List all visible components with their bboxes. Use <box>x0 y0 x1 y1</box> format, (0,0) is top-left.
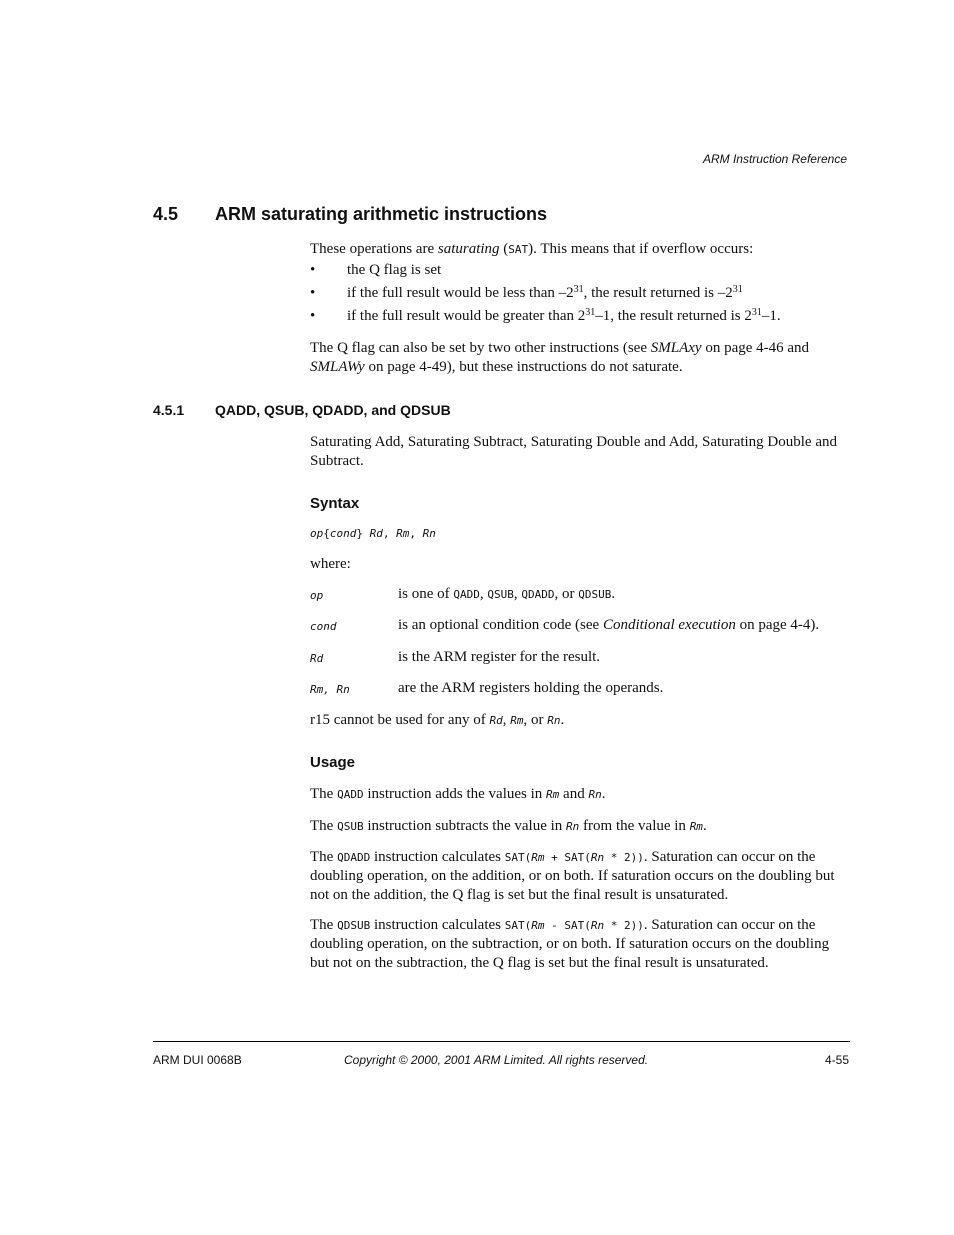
text-run: , the result returned is –2 <box>583 285 733 301</box>
superscript: 31 <box>585 307 596 318</box>
code-rn: Rn <box>588 788 602 801</box>
text-run: from the value in <box>579 818 690 834</box>
usage-qdadd <box>310 848 850 905</box>
xref-smlaxy: SMLAxy <box>650 340 702 356</box>
bullet-marker: • <box>310 285 316 301</box>
code-qadd: QADD <box>453 588 480 601</box>
emphasis-saturating: saturating <box>437 241 500 257</box>
code-punct: { <box>323 527 330 540</box>
text-run: The <box>310 818 338 834</box>
text-run: , or <box>523 712 548 728</box>
code-punct: , <box>409 527 423 540</box>
text-run: on page 4-46 and <box>701 340 810 356</box>
usage-qadd <box>310 785 850 804</box>
code-qdsub: QDSUB <box>578 588 612 601</box>
text-run: , <box>479 586 488 602</box>
code-qadd: QADD <box>337 788 364 801</box>
r15-note <box>310 711 850 730</box>
xref-conditional-execution: Conditional execution <box>602 617 736 633</box>
code-sat: SAT( <box>504 919 532 932</box>
text-run: The <box>310 917 338 933</box>
text-run: . <box>601 786 606 802</box>
term-label: Rd <box>310 652 324 665</box>
syntax-line <box>310 527 436 540</box>
term-cond <box>310 620 337 633</box>
text-run: instruction adds the values in <box>363 786 547 802</box>
text-run: if the full result would be greater than 2 <box>347 308 586 324</box>
text-run: ). This means that if overflow occurs: <box>528 241 754 257</box>
bullet-item-less-than <box>347 285 847 302</box>
footer-rule <box>153 1041 850 1042</box>
code-rd: Rd <box>489 714 503 727</box>
code-rn: Rn <box>547 714 561 727</box>
term-label: op <box>310 589 324 602</box>
bullet-item-q-flag: the Q flag is set <box>347 262 442 278</box>
footer-doc-id: ARM DUI 0068B <box>153 1053 242 1067</box>
usage-qsub <box>310 817 850 836</box>
usage-heading: Usage <box>310 754 356 771</box>
code-qdadd: QDADD <box>521 588 555 601</box>
code-expr: * 2)) <box>604 919 644 932</box>
text-run: , <box>502 712 511 728</box>
text-run: The <box>310 786 338 802</box>
code-qsub: QSUB <box>487 588 514 601</box>
text-run: r15 cannot be used for any of <box>310 712 490 728</box>
code-op: op <box>310 527 324 540</box>
code-qdadd: QDADD <box>337 851 371 864</box>
text-run: and <box>559 786 589 802</box>
code-expr: * 2)) <box>604 851 644 864</box>
term-rm-rn <box>310 683 350 696</box>
section-title: ARM saturating arithmetic instructions <box>215 204 548 224</box>
text-run: instruction calculates <box>370 917 505 933</box>
text-run: on page 4-4). <box>735 617 820 633</box>
text-run: These operations are <box>310 241 438 257</box>
text-run: . Saturation can occur on the doubling operation, on the addition, or on both. If saturation occurs on the doubling but not on the addition, the Q flag is set but the final result is unsaturated. <box>310 849 835 903</box>
term-rd <box>310 652 323 665</box>
text-run: , <box>513 586 522 602</box>
text-run: . <box>560 712 565 728</box>
xref-smlawy: SMLAWy <box>310 359 365 375</box>
definition-rm-rn: are the ARM registers holding the operands. <box>398 680 664 696</box>
text-run: –1, the result returned is 2 <box>595 308 752 324</box>
footer-page-number: 4-55 <box>824 1053 849 1067</box>
text-run: on page 4-49), but these instructions do not saturate. <box>364 359 683 375</box>
code-punct: } <box>356 527 363 540</box>
code-sat: - SAT( <box>544 919 591 932</box>
text-run: is an optional condition code (see <box>398 617 603 633</box>
term-label: cond <box>310 620 337 633</box>
superscript: 31 <box>751 307 762 318</box>
code-rn: Rn <box>566 820 580 833</box>
where-label: where: <box>310 556 351 572</box>
text-run: –1. <box>761 308 781 324</box>
code-rn: Rn <box>590 851 605 864</box>
code-rd: Rd <box>369 527 383 540</box>
code-rm: Rm <box>531 851 545 864</box>
subsection-number: 4.5.1 <box>153 402 185 418</box>
text-run: . <box>702 818 707 834</box>
section-number: 4.5 <box>153 204 179 224</box>
subsection-title: QADD, QSUB, QDADD, and QDSUB <box>215 402 451 418</box>
code-rm: Rm <box>510 714 524 727</box>
code-rn: Rn <box>422 527 436 540</box>
usage-qdsub <box>310 916 850 973</box>
text-run: if the full result would be less than –2 <box>347 285 574 301</box>
code-cond: cond <box>329 527 357 540</box>
definition-rd: is the ARM register for the result. <box>398 649 601 665</box>
code-sat: SAT( <box>504 851 532 864</box>
code-qdsub: QDSUB <box>337 919 371 932</box>
text-run: ( <box>499 241 509 257</box>
text-run: . <box>611 586 616 602</box>
text-run: . Saturation can occur on the doubling operation, on the subtraction, or on both. If saturation occurs on the doubling but not on the subtraction, the Q flag is set but the final result is unsaturated. <box>310 917 830 971</box>
bullet-marker: • <box>310 262 316 278</box>
bullet-marker: • <box>310 308 316 324</box>
text-run: is one of <box>398 586 454 602</box>
code-punct: , <box>382 527 397 540</box>
superscript: 31 <box>573 284 584 295</box>
superscript: 31 <box>732 284 743 295</box>
running-header: ARM Instruction Reference <box>702 152 847 166</box>
code-sat: SAT <box>508 243 529 256</box>
definition-cond <box>398 617 848 634</box>
text-run: instruction calculates <box>370 849 505 865</box>
q-flag-paragraph <box>310 339 850 377</box>
syntax-heading: Syntax <box>310 495 360 512</box>
term-op <box>310 589 323 602</box>
footer-copyright: Copyright © 2000, 2001 ARM Limited. All rights reserved. <box>344 1053 649 1067</box>
definition-op <box>398 586 848 603</box>
term-label: Rm, Rn <box>310 683 350 696</box>
code-rm: Rm <box>531 919 545 932</box>
text-run: The <box>310 849 338 865</box>
subsection-description: Saturating Add, Saturating Subtract, Saturating Double and Add, Saturating Double and Subtract. <box>310 434 837 469</box>
bullet-item-greater-than <box>347 308 847 325</box>
code-rn: Rn <box>590 919 605 932</box>
code-rm: Rm <box>689 820 703 833</box>
text-run: The Q flag can also be set by two other instructions (see <box>310 340 651 356</box>
intro-paragraph <box>310 240 850 259</box>
code-qsub: QSUB <box>337 820 364 833</box>
text-run: instruction subtracts the value in <box>363 818 567 834</box>
code-rm: Rm <box>546 788 560 801</box>
code-rm: Rm <box>396 527 410 540</box>
code-sat: + SAT( <box>544 851 591 864</box>
text-run: , or <box>554 586 579 602</box>
